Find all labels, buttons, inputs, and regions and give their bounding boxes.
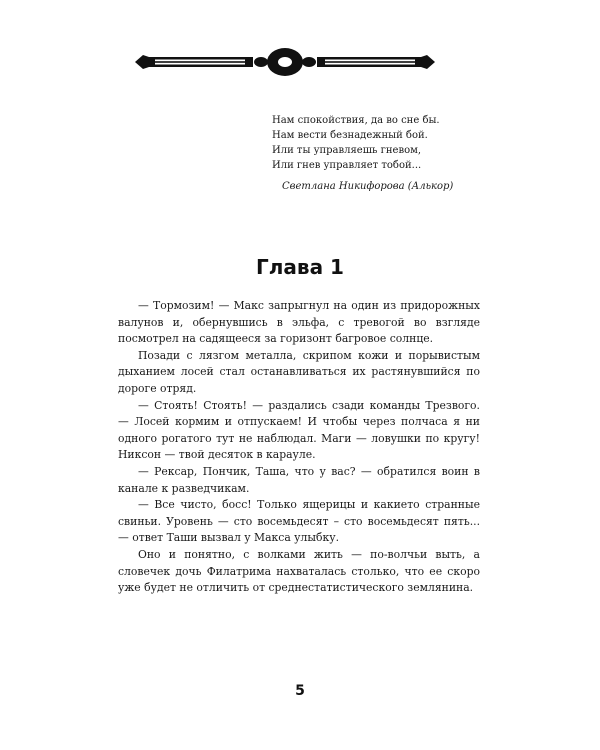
paragraph: — Рексар, Пончик, Таша, что у вас? — обратился воин в канале к разведчикам. (118, 464, 480, 495)
chapter-text (118, 298, 480, 597)
chapter-title: Глава 1 (256, 255, 344, 279)
epigraph-author: Светлана Никифорова (Алькор) (282, 181, 454, 192)
epigraph (272, 113, 472, 194)
epigraph-line: Нам спокойствия, да во сне бы. (272, 115, 440, 126)
epigraph-line: Или гнев управляет тобой... (272, 160, 422, 171)
paragraph: — Стоять! Стоять! — раздались сзади команды Трезвого. — Лосей кормим и отпускаем! И чтобы через полчаса я ни одного рогатого тут не наблюдал. Маги — ловушки по кругу! Никсон — твой десяток в карауле. (118, 398, 480, 462)
paragraph: Оно и понятно, с волками жить — по-волчьи выть, а словечек дочь Филатрима нахваталась столько, что ее скоро уже будет не отличить от среднестатистического землянина. (118, 547, 480, 595)
paragraph: — Тормозим! — Макс запрыгнул на один из придорожных валунов и, обернувшись в эльфа, с тревогой во взгляде посмотрел на садящееся за горизонт багровое солнце. (118, 299, 480, 346)
decorative-ornament (135, 42, 435, 82)
paragraph: Позади с лязгом металла, скрипом кожи и порывистым дыханием лосей стал останавливаться их растянувшийся по дороге отряд. (118, 348, 480, 395)
page-number: 5 (295, 683, 305, 699)
epigraph-line: Или ты управляешь гневом, (272, 145, 422, 156)
paragraph: — Все чисто, босс! Только ящерицы и какието странные свиньи. Уровень — сто восемьдесят – сто восемьдесят пять... — ответ Таши вызвал у Макса улыбку. (118, 498, 480, 545)
epigraph-line: Нам вести безнадежный бой. (272, 130, 428, 141)
